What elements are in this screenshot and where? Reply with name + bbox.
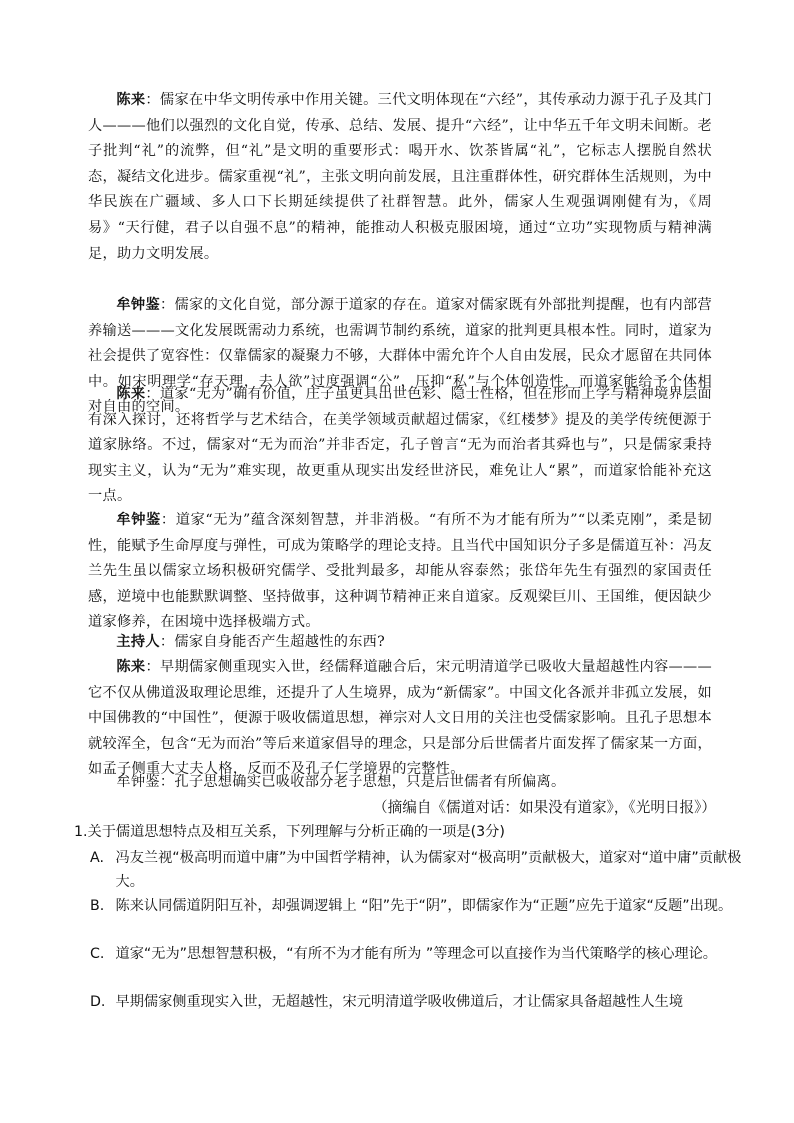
dialogue-paragraph-3 (88, 382, 712, 510)
paragraph-text: ：道家“无为”确有价值，庄子虽更具出世色彩、隐士性格，但在形而上学与精神境界层面有深入探讨，还将哲学与艺术结合，在美学领域贡献超过儒家，《红楼梦》提及的美学传统便源于道家脉络。不过，儒家对“无为而治”并非否定，孔子曾言“无为而治者其舜也与”，只是儒家秉持现实主义，认为“无为”难实现，故更重从现实出发经世济民，难免让人“累”，而道家恰能补充这一点。 (88, 386, 712, 505)
dialogue-paragraph-1 (88, 88, 712, 267)
speaker-name: 陈来 (116, 92, 146, 108)
option-c[interactable] (90, 942, 750, 966)
paragraph-text: ：儒家自身能否产生超越性的东西? (159, 634, 386, 650)
option-d[interactable] (90, 990, 750, 1014)
paragraph-text: ：儒家的文化自觉，部分源于道家的存在。道家对儒家既有外部批判提醒，也有内部营养输送———文化发展既需动力系统，也需调节制约系统，道家的批判更具根本性。同时，道家为社会提供了宽容性：仅靠儒家的凝聚力不够，大群体中需允许个人自由发展，民众才愿留在共同体中。如宋明理学“存天理，去人欲”过度强调“公”，压抑“私”与个体创造性，而道家能给予个体相对自由的空间。 (88, 297, 713, 416)
option-text: 陈来认同儒道阴阳互补，却强调逻辑上 “阳”先于“阴”，即儒家作为“正题”应先于道家“反题”出现。 (115, 898, 733, 914)
dialogue-paragraph-7 (88, 770, 712, 796)
option-text: 道家“无为”思想智慧积极，“有所不为才能有所为 ”等理念可以直接作为当代策略学的核心理论。 (115, 946, 717, 962)
speaker-name: 牟钟鉴 (116, 297, 160, 313)
paragraph-text: ：道家“无为”蕴含深刻智慧，并非消极。“有所不为才能有所为”“以柔克刚”，柔是韧性，能赋予生命厚度与弹性，可成为策略学的理论支持。且当代中国知识分子多是儒道互补：冯友兰先生虽以儒家立场积极研究儒学、受批判最多，却能从容泰然；张岱年先生有强烈的家国责任感，逆境中也能默默调整、坚持做事，这种调节精神正来自道家。反观梁巨川、王国维，便因缺少道家修养，在困境中选择极端方式。 (88, 512, 712, 631)
dialogue-paragraph-5 (88, 630, 712, 656)
option-letter: B. (90, 898, 105, 914)
speaker-name: 陈来 (116, 659, 146, 675)
option-a[interactable] (90, 846, 750, 894)
paragraph-text: ：早期儒家侧重现实入世，经儒释道融合后，宋元明清道学已吸收大量超越性内容———它不仅从佛道汲取理论思维，还提升了人生境界，成为“新儒家”。中国文化各派并非孤立发展，如中国佛教的“中国性”，便源于吸收儒道思想，禅宗对人文日用的关注也受儒家影响。且孔子思想本就较浑全，包含“无为而治”等后来道家倡导的理念，只是部分后世儒者片面发挥了儒家某一方面，如孟子侧重大丈夫人格，反而不及孔子仁学境界的完整性。 (88, 659, 712, 778)
option-text: 冯友兰视“极高明而道中庸”为中国哲学精神，认为儒家对“极高明”贡献极大，道家对“道中庸”贡献极大。 (115, 850, 742, 890)
paragraph-text: ：孔子思想确实已吸收部分老子思想，只是后世儒者有所偏离。 (159, 774, 566, 790)
source-citation: （摘编自《儒道对话：如果没有道家》，《光明日报》） (373, 799, 716, 816)
question-stem: 1.关于儒道思想特点及相互关系，下列理解与分析正确的一项是(3分) (74, 824, 505, 840)
option-letter: D. (90, 994, 106, 1010)
option-b[interactable] (90, 894, 750, 918)
dialogue-paragraph-6 (88, 655, 712, 783)
option-letter: A. (90, 850, 104, 866)
speaker-name: 陈来 (116, 386, 146, 402)
option-letter: C. (90, 946, 105, 962)
speaker-name: 主持人 (116, 634, 160, 650)
speaker-name: 牟钟鉴 (116, 774, 160, 790)
speaker-name: 牟钟鉴 (116, 512, 161, 528)
paragraph-text: ：儒家在中华文明传承中作用关键。三代文明体现在“六经”，其传承动力源于孔子及其门人———他们以强烈的文化自觉，传承、总结、发展、提升“六经”，让中华五千年文明未间断。老子批判“礼”的流弊，但“礼”是文明的重要形式：喝开水、饮茶皆属“礼”，它标志人摆脱自然状态，凝结文化进步。儒家重视“礼”，主张文明向前发展，且注重群体性，研究群体生活规则，为中华民族在广疆域、多人口下长期延续提供了社群智慧。此外，儒家人生观强调刚健有为，《周易》“天行健，君子以自强不息”的精神，能推动人积极克服困境，通过“立功”实现物质与精神满足，助力文明发展。 (88, 92, 712, 262)
option-text: 早期儒家侧重现实入世，无超越性，宋元明清道学吸收佛道后，才让儒家具备超越性人生境 (115, 994, 684, 1010)
dialogue-paragraph-4 (88, 508, 712, 636)
